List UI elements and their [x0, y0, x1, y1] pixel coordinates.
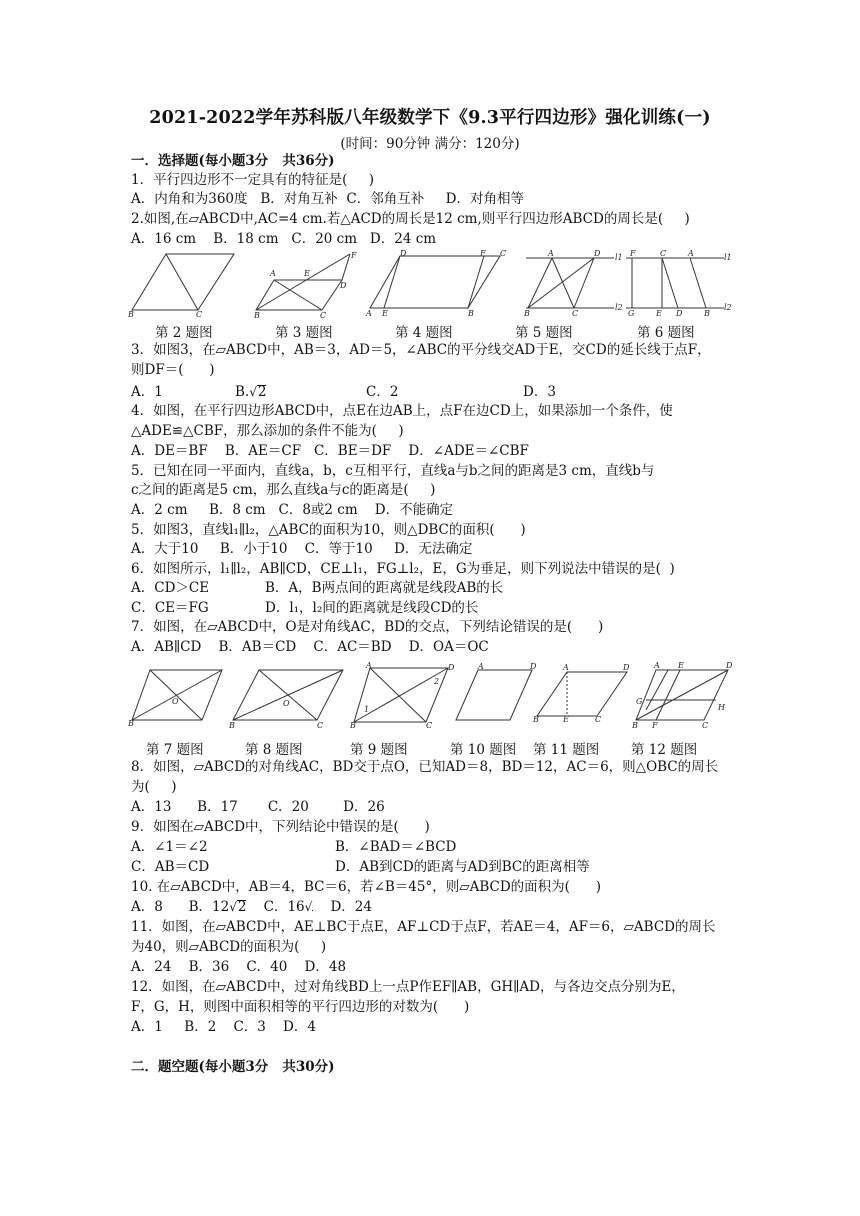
svg-text:E: E — [382, 309, 388, 318]
question-10: 10. 在▱ABCD中，AB＝4，BC＝6，若∠B＝45°，则▱ABCD的面积为( ) — [131, 879, 601, 895]
svg-text:B: B — [632, 721, 638, 730]
svg-text:A: A — [366, 309, 372, 318]
svg-text:F: F — [480, 249, 486, 258]
caption-fig12: 第 12 题图 — [631, 742, 698, 758]
page-subtitle: (时间：90分钟 满分：120分) — [340, 136, 520, 152]
svg-text:l2: l2 — [615, 303, 623, 312]
question-5b: 5．如图3，直线l₁∥l₂，△ABC的面积为10，则△DBC的面积( ) — [131, 522, 526, 538]
question-1: 1．平行四边形不一定具有的特征是( ) — [131, 172, 375, 188]
svg-text:C: C — [595, 715, 602, 724]
svg-text:D: D — [530, 662, 537, 671]
question-8-cont: 为( ) — [131, 779, 177, 795]
section-heading-choice: 一．选择题(每小题3分 共36分) — [131, 153, 335, 169]
svg-text:A: A — [478, 662, 484, 671]
caption-fig3: 第 3 题图 — [275, 325, 333, 341]
caption-fig9: 第 9 题图 — [350, 742, 408, 758]
svg-text:D: D — [448, 663, 455, 672]
svg-text:E: E — [678, 661, 684, 670]
question-3-option-a: A．1 — [131, 384, 163, 400]
caption-fig8: 第 8 题图 — [245, 742, 303, 758]
question-6: 6．如图所示，l₁∥l₂，AB∥CD，CE⊥l₁，FG⊥l₂，E，G为垂足，则下列说法中错误的是( ) — [131, 561, 675, 577]
svg-text:1: 1 — [364, 705, 370, 714]
question-10-options: A．8 B．12√2 C．16√ D．24 — [131, 899, 372, 915]
figure-q9 — [350, 661, 456, 730]
svg-text:O: O — [283, 699, 290, 708]
figure-q3 — [254, 252, 358, 318]
question-11-options: A．24 B．36 C．40 D．48 — [131, 959, 347, 975]
question-12-options: A．1 B．2 C．3 D．4 — [131, 1019, 316, 1035]
caption-fig4: 第 4 题图 — [395, 325, 453, 341]
question-5b-options: A．大于10 B．小于10 C．等于10 D．无法确定 — [131, 541, 473, 557]
figure-q10 — [450, 664, 540, 730]
svg-text:2: 2 — [434, 677, 440, 686]
caption-fig7: 第 7 题图 — [146, 742, 204, 758]
svg-text:A: A — [654, 661, 660, 670]
page-title: 2021-2022学年苏科版八年级数学下《9.3平行四边形》强化训练(一) — [149, 108, 711, 128]
svg-text:B: B — [254, 311, 260, 320]
svg-text:A: A — [270, 269, 276, 278]
figure-q12 — [632, 661, 736, 730]
caption-fig10: 第 10 题图 — [450, 742, 517, 758]
question-5: 5．已知在同一平面内，直线a，b，c互相平行，直线a与b之间的距离是3 cm，直线b与 — [131, 463, 655, 479]
question-12-cont: F，G，H，则图中面积相等的平行四边形的对数为( ) — [131, 999, 470, 1015]
question-9-option-a: A．∠1＝∠2 — [131, 839, 208, 855]
svg-text:l1: l1 — [724, 253, 732, 262]
svg-text:B: B — [533, 715, 539, 724]
svg-text:D: D — [340, 281, 347, 290]
svg-text:C: C — [660, 249, 667, 258]
caption-fig2: 第 2 题图 — [155, 325, 213, 341]
question-6-option-c: C．CE＝FG — [131, 600, 209, 616]
question-4: 4．如图，在平行四边形ABCD中，点E在边AB上，点F在边CD上，如果添加一个条件，使 — [131, 403, 673, 419]
svg-text:B: B — [468, 309, 474, 318]
svg-text:D: D — [400, 249, 407, 258]
question-11: 11．如图，在▱ABCD中，AE⊥BC于点E，AF⊥CD于点F，若AE＝4，AF＝6，▱ABCD的周长 — [131, 919, 716, 935]
question-3: 3．如图3，在▱ABCD中，AB＝3，AD＝5，∠ABC的平分线交AD于E，交CD的延长线于点F， — [131, 342, 711, 358]
svg-text:D: D — [594, 249, 601, 258]
svg-text:F: F — [630, 249, 636, 258]
svg-text:F: F — [652, 721, 658, 730]
svg-text:C: C — [317, 721, 324, 730]
question-11-cont: 为40，则▱ABCD的面积为( ) — [131, 939, 327, 955]
caption-fig6: 第 6 题图 — [637, 325, 695, 341]
svg-text:B: B — [350, 721, 356, 730]
question-4-options: A．DE＝BF B．AE＝CF C．BE＝DF D．∠ADE＝∠CBF — [131, 443, 529, 459]
caption-fig11: 第 11 题图 — [533, 742, 600, 758]
svg-text:A: A — [366, 661, 372, 670]
svg-text:F: F — [351, 251, 357, 260]
question-7-options: A．AB∥CD B．AB＝CD C．AC＝BD D．OA＝OC — [131, 639, 489, 655]
svg-text:A: A — [548, 249, 554, 258]
question-7: 7．如图，在▱ABCD中，O是对角线AC，BD的交点，下列结论错误的是( ) — [131, 619, 604, 635]
svg-text:C: C — [196, 310, 203, 319]
question-8-options: A．13 B．17 C．20 D．26 — [131, 799, 385, 815]
svg-text:B: B — [704, 309, 710, 318]
question-3-option-d: D．3 — [523, 384, 556, 400]
svg-text:D: D — [623, 663, 630, 672]
svg-text:O: O — [172, 697, 179, 706]
question-9: 9．如图在▱ABCD中，下列结论中错误的是( ) — [131, 819, 430, 835]
question-1-options: A．内角和为360度 B．对角互补 C．邻角互补 D．对角相等 — [131, 191, 525, 207]
caption-fig5: 第 5 题图 — [515, 325, 573, 341]
section-heading-fill: 二．题空题(每小题3分 共30分) — [131, 1059, 335, 1075]
question-8: 8．如图，▱ABCD的对角线AC，BD交于点O，已知AD＝8，BD＝12，AC＝6，则△OBC的周长 — [131, 759, 719, 775]
question-6-option-b: B．A，B两点间的距离就是线段AB的长 — [265, 580, 504, 596]
question-2-options: A．16 cm B．18 cm C．20 cm D．24 cm — [131, 231, 437, 247]
question-9-option-c: C．AB＝CD — [131, 859, 210, 875]
svg-text:E: E — [656, 309, 662, 318]
svg-text:E: E — [304, 269, 310, 278]
question-9-option-b: B．∠BAD＝∠BCD — [335, 839, 457, 855]
figure-q11 — [533, 664, 633, 730]
question-12: 12．如图，在▱ABCD中，过对角线BD上一点P作EF∥AB，GH∥AD，与各边交点分别为E， — [131, 979, 685, 995]
question-3-option-c: C．2 — [366, 384, 399, 400]
figure-q4 — [366, 250, 512, 318]
question-4-cont: △ADE≌△CBF，那么添加的条件不能为( ) — [131, 423, 404, 439]
figure-q8 — [229, 664, 349, 730]
svg-text:E: E — [563, 715, 569, 724]
svg-text:A: A — [688, 249, 694, 258]
svg-text:l2: l2 — [724, 303, 732, 312]
question-2: 2.如图,在▱ABCD中,AC=4 cm.若△ACD的周长是12 cm,则平行四边形ABCD的周长是( ) — [131, 211, 690, 227]
figure-q7 — [128, 664, 228, 730]
figure-q5 — [522, 250, 626, 318]
figure-q6 — [624, 250, 736, 318]
svg-text:D: D — [676, 309, 683, 318]
question-9-option-d: D．AB到CD的距离与AD到BC的距离相等 — [335, 859, 590, 875]
svg-text:B: B — [128, 719, 134, 728]
svg-text:B: B — [229, 721, 235, 730]
question-6-option-d: D．l₁，l₂间的距离就是线段CD的长 — [265, 600, 479, 616]
svg-text:C: C — [572, 309, 579, 318]
svg-text:D: D — [726, 661, 733, 670]
svg-text:C: C — [320, 311, 327, 320]
svg-text:C: C — [426, 721, 433, 730]
svg-text:B: B — [524, 309, 530, 318]
svg-text:A: A — [563, 663, 569, 672]
question-6-option-a: A．CD＞CE — [131, 580, 210, 596]
question-5-options: A．2 cm B．8 cm C．8或2 cm D．不能确定 — [131, 502, 454, 518]
svg-text:G: G — [636, 697, 643, 706]
svg-text:H: H — [718, 703, 725, 712]
question-3-option-b: B.√2 — [235, 384, 267, 400]
svg-text:C: C — [702, 721, 709, 730]
svg-text:C: C — [500, 249, 507, 258]
question-3-cont: 则DF＝( ) — [131, 362, 215, 378]
svg-text:B: B — [128, 310, 134, 319]
svg-text:G: G — [628, 309, 635, 318]
question-5-cont: c之间的距离是5 cm，那么直线a与c的距离是( ) — [131, 482, 436, 498]
figure-q2 — [128, 250, 238, 318]
svg-text:l1: l1 — [615, 253, 623, 262]
